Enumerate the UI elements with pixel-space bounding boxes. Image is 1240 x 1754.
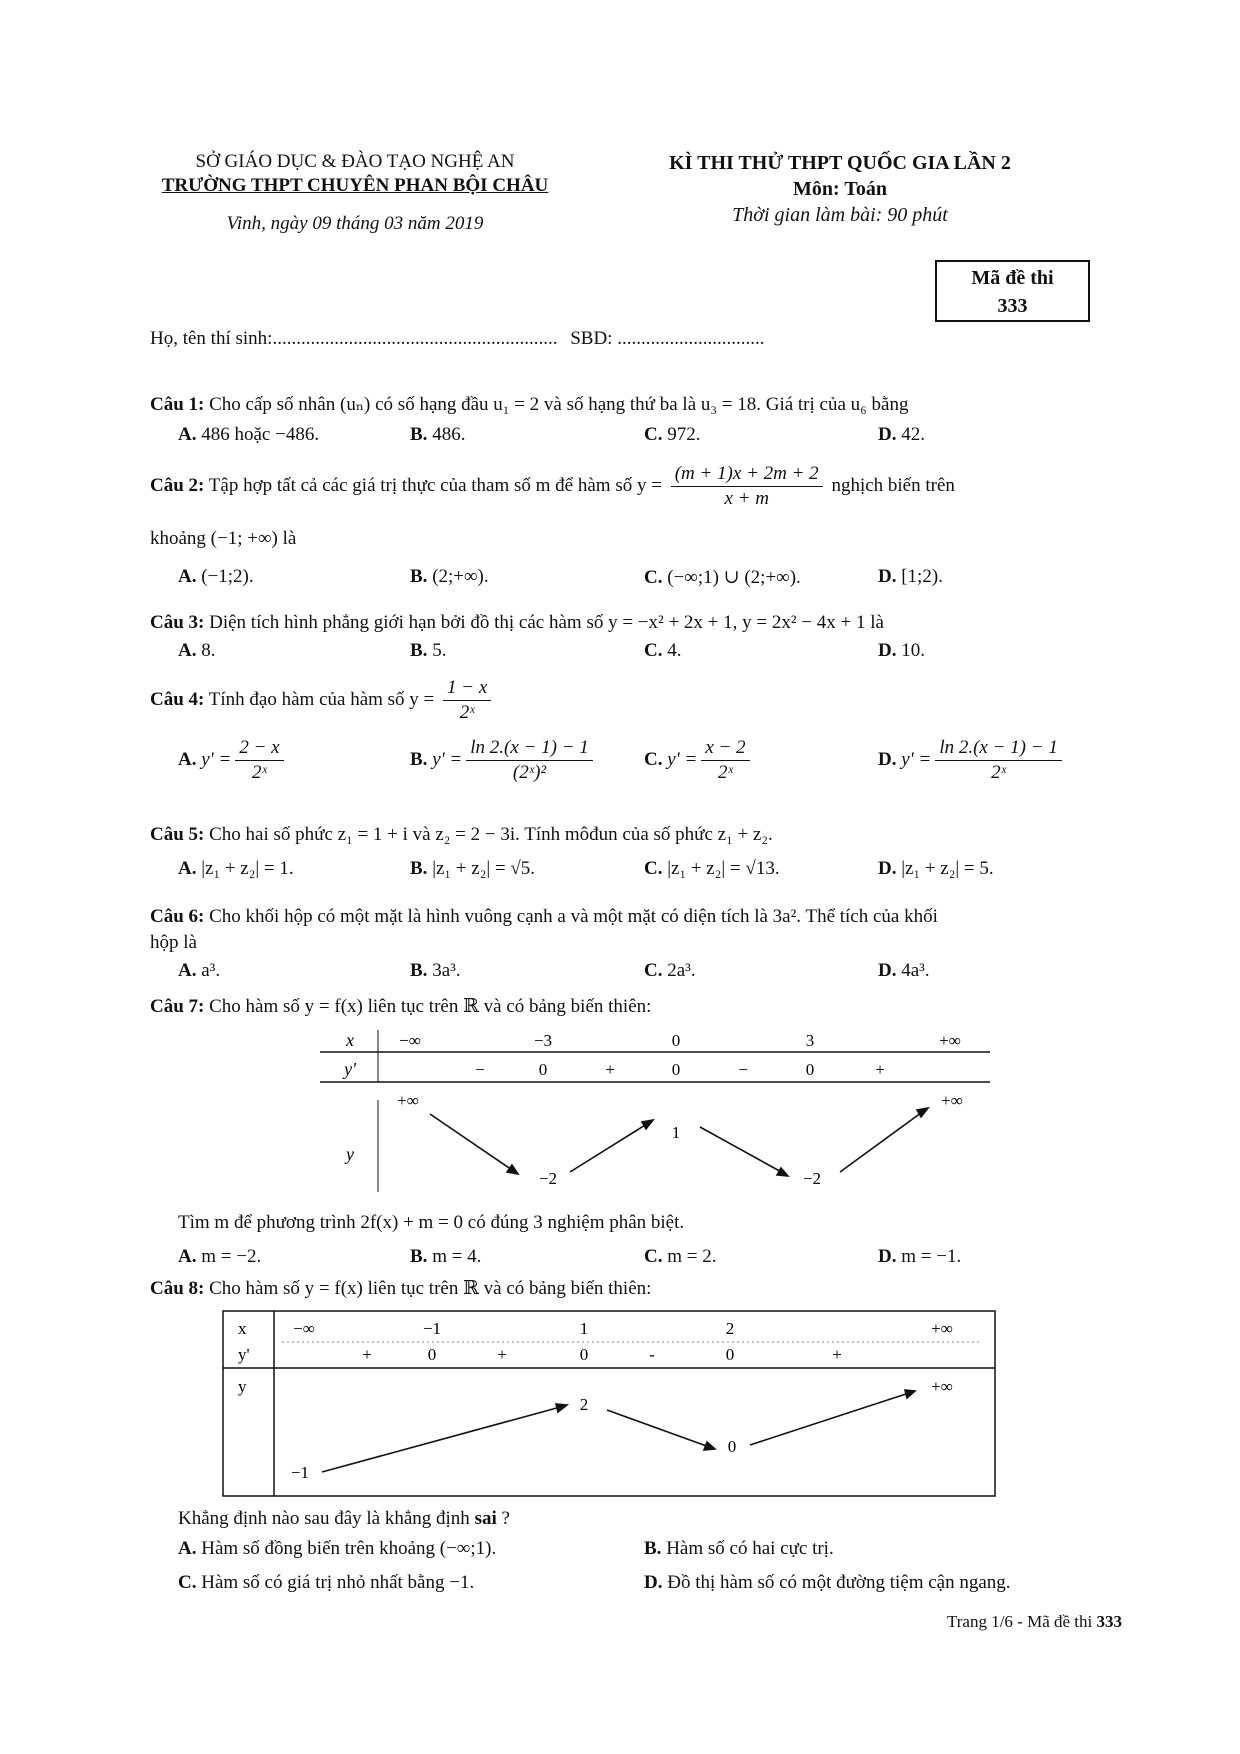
yp-value: 0 [427,1345,437,1364]
question-label: Câu 8: [150,1278,205,1299]
y-value: −1 [290,1463,310,1482]
option-d[interactable]: D. m = −1. [878,1246,962,1267]
question-label: Câu 2: [150,474,205,496]
school-name: TRƯỜNG THPT CHUYÊN PHAN BỘI CHÂU [161,175,549,196]
option-a[interactable]: A. 486 hoặc −486. [178,424,320,445]
question-2-line2: khoảng (−1; +∞) là [150,528,297,549]
fraction: $\frac{1 - x}{\text{2ˣ}}$ [443,676,491,725]
question-1 [150,392,1140,418]
yp-value: 0 [725,1345,735,1364]
question-text: Cho cấp số nhân (uₙ) có số hạng đầu u₁ = 2 và số hạng thứ ba là u₃ = 18. Giá trị của u₆ bằng [209,394,909,415]
question-label: Câu 5: [150,824,205,845]
question-label: Câu 1: [150,394,205,415]
yp-label: y' [344,1059,356,1079]
q8-options-row2 [178,1572,1138,1600]
question-text: Tập hợp tất cả các giá trị thực của tham số m để hàm số y = [208,474,662,496]
yp-value: - [649,1345,655,1364]
question-8 [150,1276,1140,1302]
question-7-prompt: Tìm m để phương trình 2f(x) + m = 0 có đúng 3 nghiệm phân biệt. [178,1212,685,1233]
question-3 [150,610,1140,636]
decrease-arrow [700,1127,785,1174]
x-value: +∞ [931,1319,953,1338]
option-d[interactable]: D. 10. [878,640,925,661]
yp-value: 0 [671,1060,681,1079]
x-value: −1 [422,1319,442,1338]
option-b[interactable]: B. Hàm số có hai cực trị. [644,1538,834,1559]
increase-arrow [322,1406,564,1472]
yp-label: y' [238,1345,250,1364]
footer-text: Trang 1/6 - Mã đề thi [946,1612,1093,1631]
question-5 [150,822,1140,848]
question-text: Cho hàm số y = f(x) liên tục trên ℝ và có bảng biến thiên: [209,1278,652,1299]
option-d[interactable]: D. 4a³. [878,960,930,981]
decrease-arrow [607,1410,712,1448]
question-label: Câu 6: [150,906,205,927]
q6-options [178,960,1138,988]
y-value: +∞ [931,1377,953,1396]
exam-date: Vinh, ngày 09 tháng 03 năm 2019 [226,213,484,234]
department: SỞ GIÁO DỤC & ĐÀO TẠO NGHỆ AN [195,151,515,172]
q8-options-row1 [178,1538,1138,1566]
y-label: y [346,1144,354,1164]
y-label: y [238,1377,247,1396]
option-c[interactable]: C. |z₁ + z₂| = √13. [644,858,780,879]
x-value: +∞ [939,1031,961,1050]
option-c[interactable]: C. Hàm số có giá trị nhỏ nhất bằng −1. [178,1572,475,1593]
x-value: 2 [725,1319,735,1338]
header-left [120,150,590,236]
option-c[interactable]: C. 2a³. [644,960,696,981]
y-value: −2 [802,1169,822,1188]
option-b[interactable]: B. 486. [410,424,466,445]
increase-arrow [840,1110,925,1172]
option-d[interactable]: D. y' = $\frac{\ln 2.(x - 1) - 1}{\text{2ˣ}}$ [878,736,1066,785]
question-6-line2: hộp là [150,932,197,953]
yp-value: + [605,1060,615,1079]
question-label: Câu 3: [150,612,205,633]
question-6 [150,904,1140,930]
yp-value: − [475,1060,485,1079]
sbd-label: SBD: [570,328,613,349]
option-d[interactable]: D. [1;2). [878,566,943,587]
x-label: x [238,1319,247,1338]
y-value: −2 [538,1169,558,1188]
question-text: Diện tích hình phẳng giới hạn bởi đồ thị các hàm số y = −x² + 2x + 1, y = 2x² − 4x + 1 là [209,612,884,633]
yp-value: + [875,1060,885,1079]
yp-value: + [362,1345,372,1364]
option-a[interactable]: A. m = −2. [178,1246,262,1267]
q1-options [178,424,1138,452]
option-a[interactable]: A. |z₁ + z₂| = 1. [178,858,294,879]
question-text: Cho khối hộp có một mặt là hình vuông cạnh a và một mặt có diện tích là 3a². Thể tích của khối [209,906,938,927]
yp-value: 0 [538,1060,548,1079]
option-c[interactable]: C. 972. [644,424,701,445]
q2-options [178,566,1138,594]
variation-table-q7 [300,1022,1000,1222]
name-label: Họ, tên thí sinh: [150,328,273,349]
option-a[interactable]: A. Hàm số đồng biến trên khoảng (−∞;1). [178,1538,497,1559]
question-7 [150,994,1140,1020]
y-value: 2 [579,1395,589,1414]
exam-code-box [935,260,1090,322]
x-value: −∞ [399,1031,421,1050]
duration: Thời gian làm bài: 90 phút [732,204,948,226]
option-a[interactable]: A. 8. [178,640,216,661]
x-label: x [346,1030,354,1050]
option-b[interactable]: B. m = 4. [410,1246,482,1267]
y-value: +∞ [941,1091,963,1110]
y-value: 1 [671,1123,681,1142]
yp-value: 0 [579,1345,589,1364]
question-label: Câu 7: [150,996,205,1017]
name-dots[interactable]: ............................................................ [272,328,558,349]
decrease-arrow [430,1114,515,1172]
q3-options [178,640,1138,668]
question-text: Tính đạo hàm của hàm số y = [208,688,435,710]
option-c[interactable]: C. (−∞;1) ∪ (2;+∞). [644,567,801,588]
option-a[interactable]: A. (−1;2). [178,566,254,587]
yp-value: − [738,1060,748,1079]
exam-title: KÌ THI THỬ THPT QUỐC GIA LẦN 2 [669,152,1011,174]
option-c[interactable]: C. y' = $\frac{x - 2}{\text{2ˣ}}$ [644,736,754,785]
footer-code: 333 [1096,1612,1122,1631]
q5-options [178,858,1138,886]
question-label: Câu 4: [150,688,205,710]
q4-options [178,736,1138,796]
yp-value: + [832,1345,842,1364]
option-b[interactable]: B. (2;+∞). [410,566,489,587]
option-b[interactable]: B. y' = $\frac{\ln 2.(x - 1) - 1}{\text{(2ˣ)²}}$ [410,736,597,785]
option-a[interactable]: A. a³. [178,960,221,981]
increase-arrow [570,1122,650,1172]
question-8-prompt: Khẳng định nào sau đây là khẳng định sai ? [178,1508,510,1529]
page-footer [947,1612,1122,1632]
option-a[interactable]: A. y' = $\frac{2 - x}{\text{2ˣ}}$ [178,736,288,785]
question-4 [150,676,1140,725]
y-value: 0 [727,1437,737,1456]
question-text: Cho hai số phức z₁ = 1 + i và z₂ = 2 − 3i. Tính môđun của số phức z₁ + z₂. [209,824,773,845]
student-info-line [150,328,1110,350]
option-b[interactable]: B. 5. [410,640,447,661]
subject: Môn: Toán [793,178,887,200]
yp-value: + [497,1345,507,1364]
question-text: Cho hàm số y = f(x) liên tục trên ℝ và có bảng biến thiên: [209,996,652,1017]
option-c[interactable]: C. 4. [644,640,682,661]
x-value: 3 [805,1031,815,1050]
x-value: 0 [671,1031,681,1050]
exam-code-label: Mã đề thi [971,267,1054,289]
option-b[interactable]: B. 3a³. [410,960,461,981]
yp-value: 0 [805,1060,815,1079]
sbd-dots[interactable]: ............................... [617,328,765,349]
x-value: −3 [533,1031,553,1050]
variation-table-q8 [222,1310,998,1500]
x-value: 1 [579,1319,589,1338]
question-2 [150,462,1140,511]
x-value: −∞ [293,1319,315,1338]
option-d[interactable]: D. Đồ thị hàm số có một đường tiệm cận ngang. [644,1572,1011,1593]
q7-options [178,1246,1138,1274]
increase-arrow [750,1392,912,1445]
fraction: $\frac{(m + 1)x + 2m + 2}{x + m}$ [671,462,823,511]
header-right [610,150,1070,228]
option-b[interactable]: B. |z₁ + z₂| = √5. [410,858,536,879]
y-value: +∞ [397,1091,419,1110]
option-d[interactable]: D. 42. [878,424,925,445]
question-text-cont: nghịch biến trên [831,474,955,496]
exam-code-value: 333 [997,295,1028,317]
option-c[interactable]: C. m = 2. [644,1246,717,1267]
option-d[interactable]: D. |z₁ + z₂| = 5. [878,858,994,879]
